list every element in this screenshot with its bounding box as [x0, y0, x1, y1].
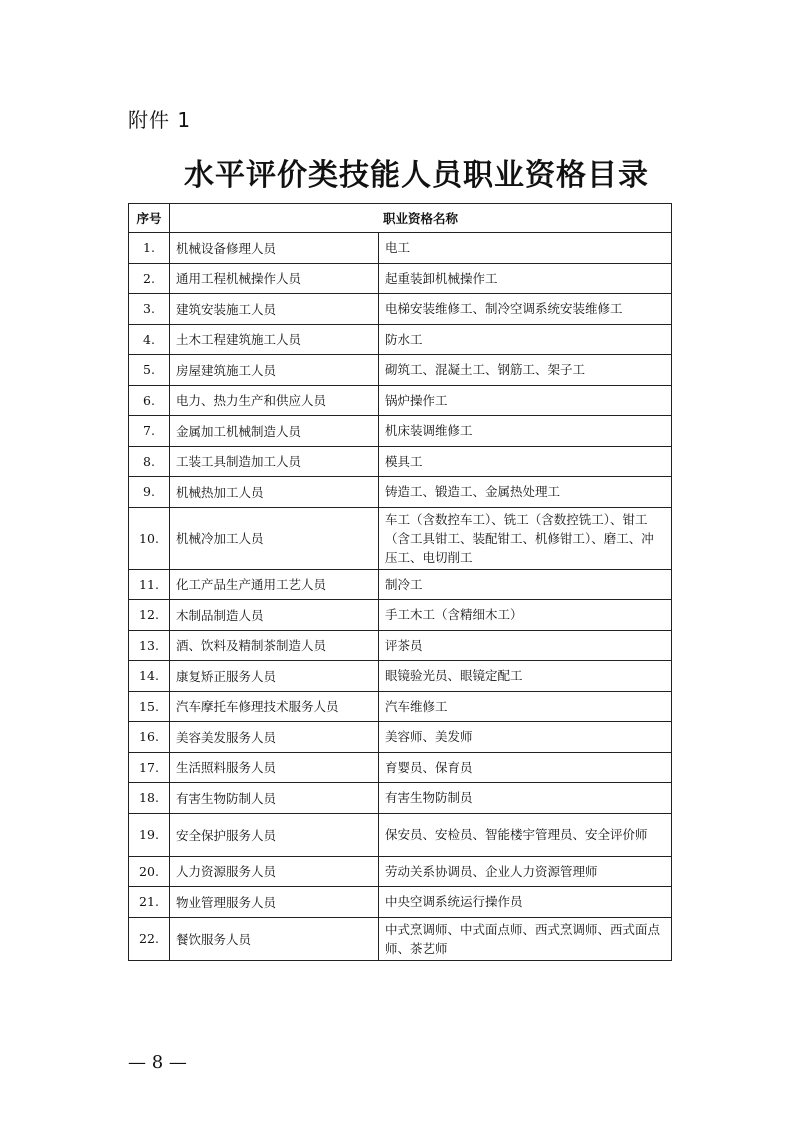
table-row: [129, 691, 672, 722]
row-occupation-category: 安全保护服务人员: [170, 813, 379, 856]
row-qualification-titles: 起重装卸机械操作工: [379, 263, 672, 294]
page-number: — 8 —: [128, 1052, 187, 1073]
row-occupation-category: 工装工具制造加工人员: [170, 446, 379, 477]
row-qualification-titles: 手工木工（含精细木工）: [379, 600, 672, 631]
table-row: [129, 294, 672, 325]
table-row: [129, 887, 672, 918]
table-body: [129, 233, 672, 961]
table-row: [129, 917, 672, 960]
table-row: [129, 856, 672, 887]
table-row: [129, 263, 672, 294]
row-occupation-category: 机械设备修理人员: [170, 233, 379, 264]
row-qualification-titles: 汽车维修工: [379, 691, 672, 722]
row-occupation-category: 物业管理服务人员: [170, 887, 379, 918]
row-occupation-category: 机械冷加工人员: [170, 507, 379, 569]
row-qualification-titles: 美容师、美发师: [379, 722, 672, 753]
row-occupation-category: 房屋建筑施工人员: [170, 355, 379, 386]
row-occupation-category: 通用工程机械操作人员: [170, 263, 379, 294]
table-row: [129, 233, 672, 264]
table-row: [129, 600, 672, 631]
row-serial-number: 7.: [129, 416, 170, 447]
table-row: [129, 569, 672, 600]
row-serial-number: 15.: [129, 691, 170, 722]
row-qualification-titles: 中央空调系统运行操作员: [379, 887, 672, 918]
row-qualification-titles: 电梯安装维修工、制冷空调系统安装维修工: [379, 294, 672, 325]
row-qualification-titles: 电工: [379, 233, 672, 264]
row-occupation-category: 生活照料服务人员: [170, 752, 379, 783]
row-qualification-titles: 模具工: [379, 446, 672, 477]
row-occupation-category: 土木工程建筑施工人员: [170, 324, 379, 355]
table-row: [129, 752, 672, 783]
row-qualification-titles: 车工（含数控车工）、铣工（含数控铣工）、钳工（含工具钳工、装配钳工、机修钳工）、磨工、冲压工、电切削工: [379, 507, 672, 569]
header-serial-number: 序号: [129, 204, 170, 233]
row-occupation-category: 化工产品生产通用工艺人员: [170, 569, 379, 600]
row-qualification-titles: 机床装调维修工: [379, 416, 672, 447]
row-qualification-titles: 有害生物防制员: [379, 783, 672, 814]
row-serial-number: 9.: [129, 477, 170, 508]
row-occupation-category: 建筑安装施工人员: [170, 294, 379, 325]
row-serial-number: 2.: [129, 263, 170, 294]
row-serial-number: 12.: [129, 600, 170, 631]
row-occupation-category: 人力资源服务人员: [170, 856, 379, 887]
row-serial-number: 8.: [129, 446, 170, 477]
row-qualification-titles: 铸造工、锻造工、金属热处理工: [379, 477, 672, 508]
row-qualification-titles: 育婴员、保育员: [379, 752, 672, 783]
row-occupation-category: 餐饮服务人员: [170, 917, 379, 960]
row-serial-number: 22.: [129, 917, 170, 960]
table-row: [129, 507, 672, 569]
row-occupation-category: 有害生物防制人员: [170, 783, 379, 814]
row-serial-number: 18.: [129, 783, 170, 814]
row-serial-number: 19.: [129, 813, 170, 856]
row-occupation-category: 金属加工机械制造人员: [170, 416, 379, 447]
table-row: [129, 385, 672, 416]
row-qualification-titles: 劳动关系协调员、企业人力资源管理师: [379, 856, 672, 887]
document-title: 水平评价类技能人员职业资格目录: [184, 158, 649, 193]
row-qualification-titles: 评茶员: [379, 630, 672, 661]
table-row: [129, 783, 672, 814]
row-serial-number: 5.: [129, 355, 170, 386]
table-row: [129, 324, 672, 355]
table-row: [129, 416, 672, 447]
row-qualification-titles: 眼镜验光员、眼镜定配工: [379, 661, 672, 692]
table-row: [129, 477, 672, 508]
row-serial-number: 20.: [129, 856, 170, 887]
table-row: [129, 630, 672, 661]
table-row: [129, 661, 672, 692]
row-qualification-titles: 制冷工: [379, 569, 672, 600]
row-serial-number: 13.: [129, 630, 170, 661]
row-qualification-titles: 中式烹调师、中式面点师、西式烹调师、西式面点师、茶艺师: [379, 917, 672, 960]
row-qualification-titles: 防水工: [379, 324, 672, 355]
row-serial-number: 6.: [129, 385, 170, 416]
row-serial-number: 11.: [129, 569, 170, 600]
row-occupation-category: 电力、热力生产和供应人员: [170, 385, 379, 416]
table-row: [129, 722, 672, 753]
table-row: [129, 446, 672, 477]
row-serial-number: 16.: [129, 722, 170, 753]
row-serial-number: 14.: [129, 661, 170, 692]
row-occupation-category: 酒、饮料及精制茶制造人员: [170, 630, 379, 661]
qualification-table: [128, 203, 672, 961]
row-qualification-titles: 锅炉操作工: [379, 385, 672, 416]
table-row: [129, 813, 672, 856]
row-serial-number: 1.: [129, 233, 170, 264]
attachment-label: 附件 1: [128, 108, 192, 132]
row-serial-number: 4.: [129, 324, 170, 355]
row-serial-number: 21.: [129, 887, 170, 918]
row-qualification-titles: 保安员、安检员、智能楼宇管理员、安全评价师: [379, 813, 672, 856]
row-serial-number: 10.: [129, 507, 170, 569]
row-serial-number: 17.: [129, 752, 170, 783]
table-row: [129, 355, 672, 386]
row-occupation-category: 机械热加工人员: [170, 477, 379, 508]
row-serial-number: 3.: [129, 294, 170, 325]
header-qualification-name: 职业资格名称: [170, 204, 672, 233]
row-occupation-category: 康复矫正服务人员: [170, 661, 379, 692]
table-header-row: [129, 204, 672, 233]
row-occupation-category: 木制品制造人员: [170, 600, 379, 631]
row-occupation-category: 美容美发服务人员: [170, 722, 379, 753]
row-qualification-titles: 砌筑工、混凝土工、钢筋工、架子工: [379, 355, 672, 386]
row-occupation-category: 汽车摩托车修理技术服务人员: [170, 691, 379, 722]
